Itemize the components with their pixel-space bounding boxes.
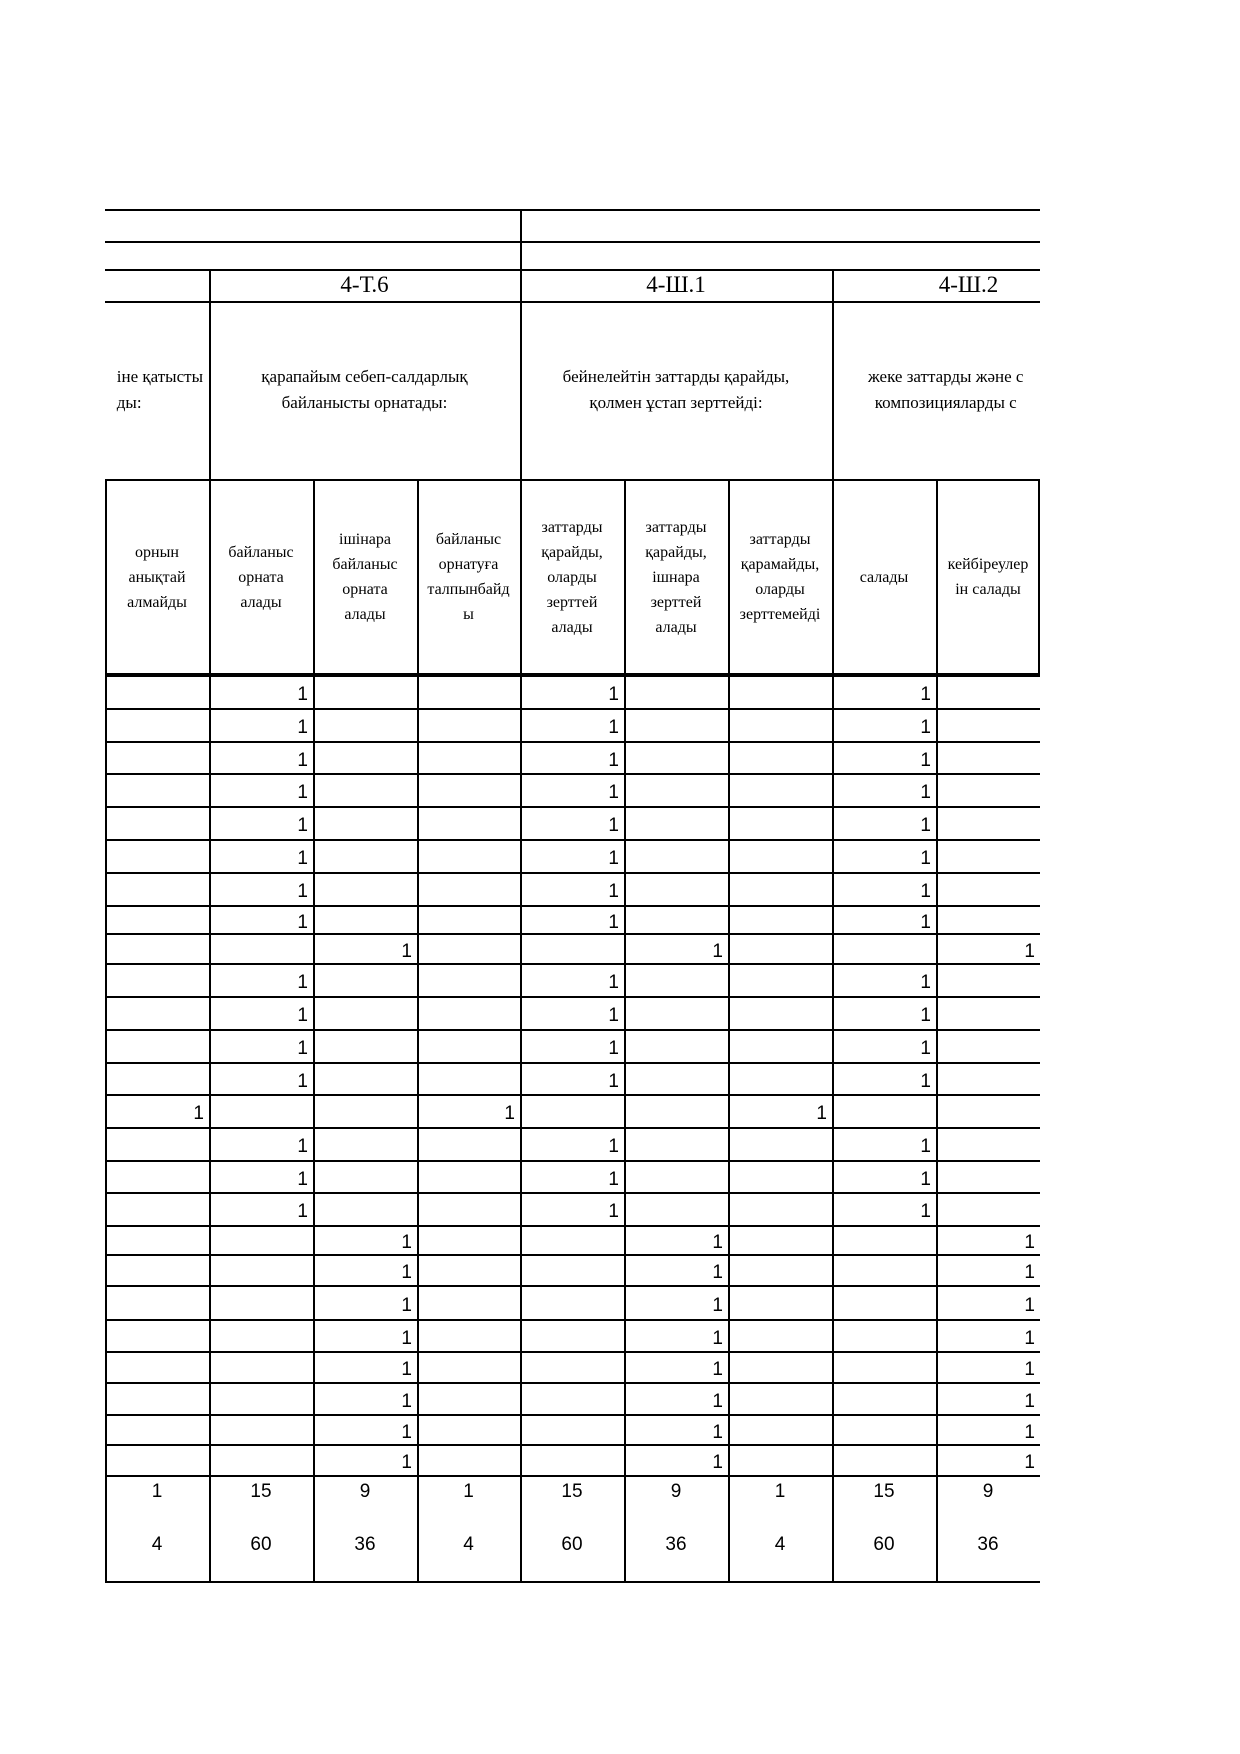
grid-line-horizontal [105, 1254, 1040, 1256]
level-header-2 [313, 481, 417, 673]
section-code-4-sh1 [520, 269, 832, 301]
level-header-6 [728, 481, 832, 673]
criterion-description-causal [209, 301, 520, 479]
percent-cell: 4 [151, 1534, 163, 1555]
score-cell: 1 [920, 782, 931, 803]
total-cell: 15 [250, 1481, 272, 1502]
total-cell: 1 [774, 1481, 786, 1502]
score-cell: 1 [920, 848, 931, 869]
grid-line-horizontal [105, 1062, 1040, 1064]
score-cell: 1 [297, 972, 308, 993]
score-cell: 1 [297, 1136, 308, 1157]
assessment-table [105, 209, 1040, 1586]
score-cell: 1 [816, 1103, 827, 1124]
criterion-description-explore [520, 301, 832, 479]
score-cell: 1 [920, 1005, 931, 1026]
score-cell: 1 [920, 1201, 931, 1222]
score-cell: 1 [608, 912, 619, 933]
level-header-2-text: ішінара байланыс орната алады [332, 531, 398, 623]
score-cell: 1 [193, 1103, 204, 1124]
grid-line-horizontal [105, 1127, 1040, 1129]
score-cell: 1 [1024, 941, 1035, 962]
grid-line-horizontal [105, 872, 1040, 874]
score-cell: 1 [401, 1262, 412, 1283]
section-code-4-t6 [209, 269, 520, 301]
percent-cell: 60 [250, 1534, 272, 1555]
score-cell: 1 [297, 717, 308, 738]
criterion-description-partial [105, 301, 209, 479]
total-cell: 15 [561, 1481, 583, 1502]
score-cell: 1 [608, 782, 619, 803]
grid-line-vertical [313, 675, 315, 1583]
level-header-1 [209, 481, 313, 673]
grid-line-vertical [832, 675, 834, 1583]
score-cell: 1 [712, 1452, 723, 1473]
score-cell: 1 [608, 750, 619, 771]
grid-line-horizontal [105, 675, 1040, 677]
grid-line-horizontal [105, 773, 1040, 775]
grid-line-vertical [105, 675, 107, 1583]
percent-cell: 60 [561, 1534, 583, 1555]
score-cell: 1 [920, 1071, 931, 1092]
score-cell: 1 [920, 717, 931, 738]
score-cell: 1 [1024, 1232, 1035, 1253]
grid-line-horizontal [105, 839, 1040, 841]
grid-line-horizontal [105, 963, 1040, 965]
grid-line-horizontal [105, 1225, 1040, 1227]
score-cell: 1 [608, 972, 619, 993]
grid-line-horizontal [105, 708, 1040, 710]
score-cell: 1 [297, 750, 308, 771]
grid-line-horizontal [105, 1351, 1040, 1353]
criterion-description-draw-text: жеке заттарды және с композицияларды с [868, 367, 1024, 412]
score-cell: 1 [1024, 1359, 1035, 1380]
score-cell: 1 [608, 1169, 619, 1190]
grid-line-horizontal [105, 1581, 1040, 1583]
level-header-8-text: кейбіреулер ін салады [947, 556, 1029, 598]
level-header-4 [520, 481, 624, 673]
score-cell: 1 [608, 717, 619, 738]
score-cell: 1 [920, 972, 931, 993]
score-cell: 1 [608, 881, 619, 902]
criterion-description-draw [832, 301, 1040, 479]
total-cell: 1 [151, 1481, 163, 1502]
grid-line-horizontal [105, 1192, 1040, 1194]
percent-cell: 60 [873, 1534, 895, 1555]
score-cell: 1 [297, 881, 308, 902]
percent-cell: 36 [665, 1534, 687, 1555]
percent-cell: 36 [977, 1534, 999, 1555]
grid-line-horizontal [105, 1285, 1040, 1287]
score-cell: 1 [1024, 1391, 1035, 1412]
level-header-7 [832, 481, 936, 673]
score-cell: 1 [297, 912, 308, 933]
total-cell: 15 [873, 1481, 895, 1502]
level-header-6-text: заттарды қарамайды, оларды зерттемейді [739, 531, 821, 623]
level-header-7-text: салады [859, 568, 909, 586]
score-cell: 1 [712, 1391, 723, 1412]
score-cell: 1 [401, 1391, 412, 1412]
level-header-5-text: заттарды қарайды, ішнара зерттей алады [645, 518, 707, 636]
score-cell: 1 [297, 815, 308, 836]
score-cell: 1 [1024, 1262, 1035, 1283]
grid-line-horizontal [105, 1094, 1040, 1096]
score-cell: 1 [608, 1038, 619, 1059]
score-cell: 1 [920, 815, 931, 836]
score-cell: 1 [712, 1328, 723, 1349]
score-cell: 1 [401, 1359, 412, 1380]
level-header-0 [105, 481, 209, 673]
score-cell: 1 [1024, 1295, 1035, 1316]
score-cell: 1 [297, 1201, 308, 1222]
level-header-5 [624, 481, 728, 673]
score-cell: 1 [920, 881, 931, 902]
criterion-description-causal-text: қарапайым себеп-салдарлық байланысты орнатады: [261, 367, 468, 412]
score-cell: 1 [1024, 1328, 1035, 1349]
score-cell: 1 [297, 848, 308, 869]
section-code-4-sh2 [832, 269, 1040, 301]
score-cell: 1 [920, 1136, 931, 1157]
score-cell: 1 [712, 1422, 723, 1443]
score-cell: 1 [401, 941, 412, 962]
percent-cell: 36 [354, 1534, 376, 1555]
level-header-3 [417, 481, 520, 673]
score-cell: 1 [920, 1169, 931, 1190]
score-cell: 1 [920, 912, 931, 933]
score-cell: 1 [297, 1071, 308, 1092]
grid-line-horizontal [105, 933, 1040, 935]
total-cell: 1 [463, 1481, 474, 1502]
grid-line-vertical [520, 675, 522, 1583]
score-cell: 1 [608, 815, 619, 836]
score-cell: 1 [504, 1103, 515, 1124]
grid-line-horizontal [105, 1444, 1040, 1446]
score-cell: 1 [297, 1169, 308, 1190]
score-cell: 1 [920, 1038, 931, 1059]
criterion-description-partial-text: іне қатысты ды: [116, 367, 203, 412]
score-cell: 1 [297, 1038, 308, 1059]
score-cell: 1 [401, 1232, 412, 1253]
score-cell: 1 [297, 782, 308, 803]
score-cell: 1 [1024, 1422, 1035, 1443]
section-code-4-t6-text: 4-Т.6 [340, 272, 389, 297]
level-header-4-text: заттарды қарайды, оларды зерттей алады [541, 518, 603, 636]
grid-line-horizontal [105, 1029, 1040, 1031]
grid-line-horizontal [105, 1319, 1040, 1321]
level-header-1-text: байланыс орната алады [228, 543, 294, 611]
grid-line-horizontal [105, 241, 1040, 243]
grid-line-vertical [417, 675, 419, 1583]
percent-cell: 4 [774, 1534, 786, 1555]
score-cell: 1 [712, 1262, 723, 1283]
grid-line-horizontal [105, 1414, 1040, 1416]
total-cell: 9 [982, 1481, 994, 1502]
score-cell: 1 [608, 1005, 619, 1026]
grid-line-horizontal [105, 1475, 1040, 1477]
grid-line-horizontal [105, 209, 1040, 211]
score-cell: 1 [401, 1422, 412, 1443]
section-code-4-sh1-text: 4-Ш.1 [646, 272, 706, 297]
score-cell: 1 [920, 684, 931, 705]
grid-line-horizontal [105, 905, 1040, 907]
grid-line-vertical [624, 675, 626, 1583]
level-header-3-text: байланыс орнатуға талпынбайд ы [427, 531, 510, 623]
score-cell: 1 [608, 848, 619, 869]
total-cell: 9 [670, 1481, 682, 1502]
score-cell: 1 [712, 1295, 723, 1316]
score-cell: 1 [608, 1136, 619, 1157]
score-cell: 1 [297, 684, 308, 705]
score-cell: 1 [1024, 1452, 1035, 1473]
score-cell: 1 [608, 684, 619, 705]
score-cell: 1 [401, 1328, 412, 1349]
score-cell: 1 [608, 1201, 619, 1222]
grid-line-vertical [209, 675, 211, 1583]
grid-line-horizontal [105, 741, 1040, 743]
grid-line-vertical [936, 675, 938, 1583]
score-cell: 1 [401, 1452, 412, 1473]
percent-cell: 4 [463, 1534, 474, 1555]
grid-line-horizontal [105, 1382, 1040, 1384]
score-cell: 1 [712, 941, 723, 962]
grid-line-horizontal [105, 806, 1040, 808]
section-code-4-sh2-text: 4-Ш.2 [938, 272, 999, 297]
criterion-description-explore-text: бейнелейтін заттарды қарайды, қолмен ұстап зерттейді: [562, 367, 790, 412]
score-cell: 1 [297, 1005, 308, 1026]
score-cell: 1 [712, 1232, 723, 1253]
score-cell: 1 [712, 1359, 723, 1380]
score-cell: 1 [401, 1295, 412, 1316]
grid-line-horizontal [105, 1160, 1040, 1162]
grid-line-vertical [728, 675, 730, 1583]
total-cell: 9 [359, 1481, 371, 1502]
grid-line-horizontal [105, 996, 1040, 998]
score-cell: 1 [608, 1071, 619, 1092]
level-header-0-text: орнын анықтай алмайды [127, 543, 187, 611]
level-header-8 [936, 481, 1040, 673]
score-cell: 1 [920, 750, 931, 771]
